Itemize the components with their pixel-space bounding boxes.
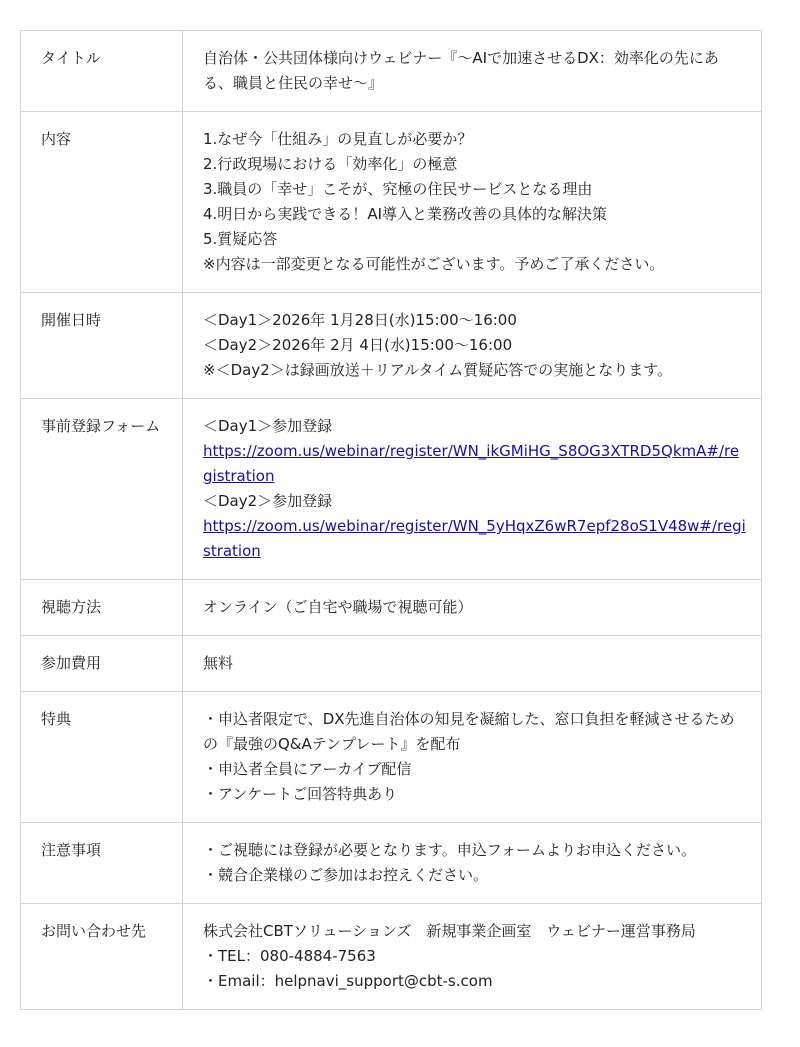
day1-datetime: ＜Day1＞2026年 1月28日(水)15:00〜16:00 — [203, 311, 517, 329]
title-text: 自治体・公共団体様向けウェビナー『〜AIで加速させるDX：効率化の先にある、職員と住民の幸せ〜』 — [203, 49, 719, 92]
row-contact — [21, 904, 762, 1010]
datetime-note: ※＜Day2＞は録画放送＋リアルタイム質疑応答での実施となります。 — [203, 361, 673, 379]
contact-phone: ・TEL：080-4884-7563 — [203, 947, 376, 965]
event-info-container — [20, 30, 762, 1010]
day2-registration-link[interactable]: https://zoom.us/webinar/register/WN_5yHqxZ6wR7epf28oS1V48w#/registration — [203, 517, 746, 560]
row-value — [183, 580, 762, 636]
day2-datetime: ＜Day2＞2026年 2月 4日(水)15:00〜16:00 — [203, 336, 513, 354]
row-fee — [21, 636, 762, 692]
row-label: 特典 — [21, 692, 183, 823]
row-benefits — [21, 692, 762, 823]
row-title — [21, 31, 762, 112]
row-viewing-method — [21, 580, 762, 636]
row-value — [183, 636, 762, 692]
row-notes — [21, 823, 762, 904]
row-label: お問い合わせ先 — [21, 904, 183, 1010]
contact-email: ・Email：helpnavi_support@cbt-s.com — [203, 972, 493, 990]
row-content — [21, 112, 762, 293]
contact-organization: 株式会社CBTソリューションズ 新規事業企画室 ウェビナー運営事務局 — [203, 922, 696, 940]
content-line: 1.なぜ今「仕組み」の見直しが必要か？ — [203, 130, 473, 148]
row-label: タイトル — [21, 31, 183, 112]
content-line: 2.行政現場における「効率化」の極意 — [203, 155, 458, 173]
row-datetime — [21, 293, 762, 399]
day1-registration-label: ＜Day1＞参加登録 — [203, 417, 333, 435]
row-value — [183, 31, 762, 112]
row-value — [183, 823, 762, 904]
row-value — [183, 904, 762, 1010]
row-value — [183, 399, 762, 580]
content-line: 4.明日から実践できる！AI導入と業務改善の具体的な解決策 — [203, 205, 607, 223]
content-note: ※内容は一部変更となる可能性がございます。予めご了承ください。 — [203, 255, 665, 273]
note-item: ・ご視聴には登録が必要となります。申込フォームよりお申込ください。 — [203, 841, 697, 859]
row-label: 視聴方法 — [21, 580, 183, 636]
fee-text: 無料 — [203, 654, 234, 672]
row-value — [183, 293, 762, 399]
day1-registration-link[interactable]: https://zoom.us/webinar/register/WN_ikGMiHG_S8OG3XTRD5QkmA#/registration — [203, 442, 740, 485]
content-line: 3.職員の「幸せ」こそが、究極の住民サービスとなる理由 — [203, 180, 593, 198]
row-label: 注意事項 — [21, 823, 183, 904]
row-label: 事前登録フォーム — [21, 399, 183, 580]
row-value — [183, 112, 762, 293]
row-label: 開催日時 — [21, 293, 183, 399]
row-label: 内容 — [21, 112, 183, 293]
day2-registration-label: ＜Day2＞参加登録 — [203, 492, 333, 510]
benefit-item: ・アンケートご回答特典あり — [203, 785, 398, 803]
note-item: ・競合企業様のご参加はお控えください。 — [203, 866, 489, 884]
benefit-item: ・申込者限定で、DX先進自治体の知見を凝縮した、窓口負担を軽減させるための『最強のQ&Aテンプレート』を配布 — [203, 710, 735, 753]
benefit-item: ・申込者全員にアーカイブ配信 — [203, 760, 412, 778]
row-registration — [21, 399, 762, 580]
content-line: 5.質疑応答 — [203, 230, 278, 248]
row-label: 参加費用 — [21, 636, 183, 692]
viewing-method-text: オンライン（ご自宅や職場で視聴可能） — [203, 598, 473, 616]
event-info-table — [20, 30, 762, 1010]
row-value — [183, 692, 762, 823]
